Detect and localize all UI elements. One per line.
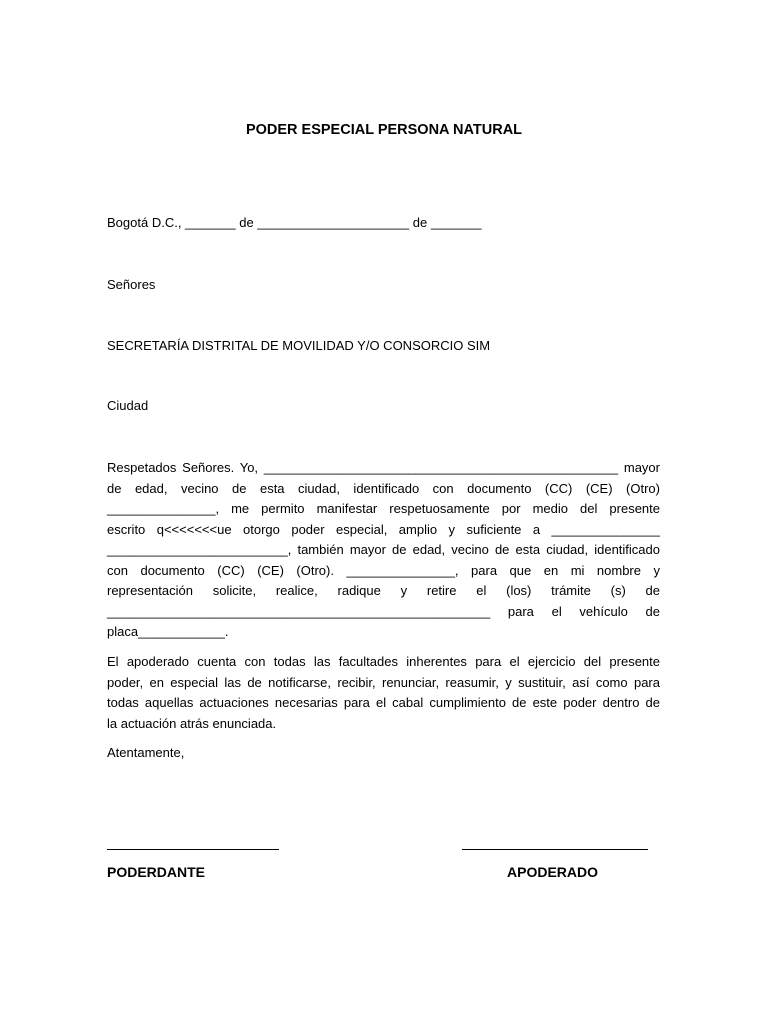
faculties-line: poder, en especial las de notificarse, recibir, renunciar, reasumir, y sustituir, así como para — [107, 674, 660, 690]
body-line: placa____________. — [107, 624, 229, 639]
body-line: _____________________________________________________ para el vehículo de — [107, 603, 660, 619]
faculties-line: todas aquellas actuaciones necesarias para el cabal cumplimiento de este poder dentro de — [107, 695, 660, 710]
body-line: Respetados Señores. Yo, _________________________________________________ mayor — [107, 460, 660, 475]
body-line: representación solicite, realice, radique y retire el (los) trámite (s) de — [107, 583, 660, 598]
body-line: con documento (CC) (CE) (Otro). _______________, para que en mi nombre y — [107, 562, 660, 578]
apoderado-signature-line — [462, 849, 648, 850]
closing: Atentamente, — [107, 745, 185, 760]
body-line: escrito q<<<<<<<ue otorgo poder especial, amplio y suficiente a _______________ — [107, 521, 660, 537]
apoderado-label: APODERADO — [507, 864, 599, 880]
salutation: Señores — [107, 277, 156, 292]
faculties-line: El apoderado cuenta con todas las facultades inherentes para el ejercicio del presente — [107, 654, 660, 669]
body-line: _______________, me permito manifestar respetuosamente por medio del presente — [107, 501, 660, 516]
faculties-line: la actuación atrás enunciada. — [107, 715, 277, 731]
poderdante-label: PODERDANTE — [107, 864, 206, 880]
body-paragraph — [107, 458, 660, 643]
recipient: SECRETARÍA DISTRITAL DE MOVILIDAD Y/O CONSORCIO SIM — [107, 338, 491, 353]
body-line: _________________________, también mayor de edad, vecino de esta ciudad, identificado — [107, 542, 660, 557]
date-line: Bogotá D.C., _______ de _____________________ de _______ — [107, 215, 482, 230]
document-title: PODER ESPECIAL PERSONA NATURAL — [245, 122, 523, 138]
poderdante-signature-line — [107, 849, 279, 850]
city: Ciudad — [107, 398, 149, 413]
faculties-paragraph — [107, 652, 660, 734]
body-line: de edad, vecino de esta ciudad, identificado con documento (CC) (CE) (Otro) — [107, 480, 660, 496]
